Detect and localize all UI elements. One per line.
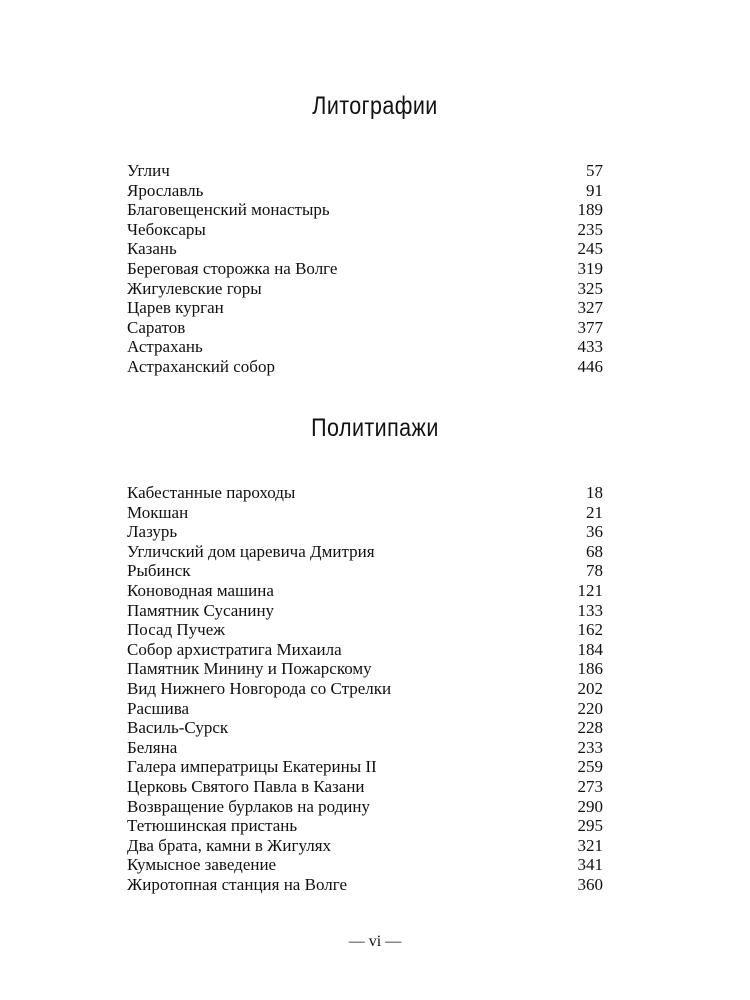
toc-entry-page-number: 228 xyxy=(577,718,603,738)
toc-entry-page-number: 235 xyxy=(577,219,603,239)
toc-entry xyxy=(127,279,603,299)
toc-entry-title: Посад Пучеж xyxy=(127,620,226,640)
toc-entry-title: Расшива xyxy=(127,698,190,718)
toc-entry-title: Мокшан xyxy=(127,502,189,522)
section-title-polytypes: Политипажи xyxy=(311,414,439,442)
toc-entry xyxy=(127,679,603,699)
toc-entry-title: Рыбинск xyxy=(127,561,191,581)
toc-entry-title: Галера императрицы Екатерины II xyxy=(127,757,377,777)
toc-entry xyxy=(127,318,603,338)
toc-entry-title: Углич xyxy=(127,161,170,180)
toc-entry-page-number: 57 xyxy=(586,161,603,180)
toc-entry-page-number: 21 xyxy=(586,502,603,522)
toc-entry xyxy=(127,620,603,640)
toc-entry-title: Собор архистратига Михаила xyxy=(127,639,342,659)
toc-entry-page-number: 360 xyxy=(577,874,603,894)
toc-entry-title: Астрахань xyxy=(127,337,203,357)
toc-entry-page-number: 68 xyxy=(586,541,603,561)
toc-entry xyxy=(127,298,603,318)
toc-entry-title: Беляна xyxy=(127,737,178,757)
toc-entry-title: Памятник Сусанину xyxy=(127,600,275,620)
toc-entry-title: Возвращение бурлаков на родину xyxy=(127,796,370,816)
toc-entry xyxy=(127,581,603,601)
toc-entry xyxy=(127,181,603,201)
toc-entry-title: Василь-Сурск xyxy=(127,718,229,738)
toc-entry xyxy=(127,836,603,856)
page-folio: — vi — xyxy=(348,933,402,950)
toc-entry-title: Угличский дом царевича Дмитрия xyxy=(127,541,375,561)
toc-list-polytypes xyxy=(127,483,603,894)
toc-entry-title: Памятник Минину и Пожарскому xyxy=(127,659,372,679)
toc-entry xyxy=(127,640,603,660)
toc-entry-title: Тетюшинская пристань xyxy=(127,816,298,836)
toc-entry xyxy=(127,738,603,758)
toc-entry-title: Саратов xyxy=(127,317,186,337)
section-title-lithographs: Литографии xyxy=(312,92,438,120)
toc-entry-title: Чебоксары xyxy=(127,219,206,239)
toc-entry-title: Ярославль xyxy=(127,180,204,200)
toc-entry xyxy=(127,483,603,503)
toc-entry-page-number: 319 xyxy=(577,258,603,278)
toc-entry-title: Благовещенский монастырь xyxy=(127,200,330,220)
toc-entry-page-number: 325 xyxy=(577,278,603,298)
toc-entry xyxy=(127,200,603,220)
toc-entry xyxy=(127,259,603,279)
toc-entry-title: Жигулевские горы xyxy=(127,278,262,298)
toc-entry-page-number: 295 xyxy=(577,816,603,836)
toc-entry xyxy=(127,239,603,259)
toc-entry-title: Два брата, камни в Жигулях xyxy=(127,835,332,855)
toc-entry-page-number: 220 xyxy=(577,698,603,718)
toc-entry-title: Вид Нижнего Новгорода со Стрелки xyxy=(127,678,392,698)
toc-entry xyxy=(127,659,603,679)
toc-entry-page-number: 184 xyxy=(577,639,603,659)
toc-entry-page-number: 321 xyxy=(577,835,603,855)
toc-entry-page-number: 133 xyxy=(577,600,603,620)
toc-entry xyxy=(127,777,603,797)
toc-entry xyxy=(127,161,603,181)
toc-entry xyxy=(127,875,603,895)
toc-entry-page-number: 233 xyxy=(577,737,603,757)
toc-entry-page-number: 91 xyxy=(586,180,603,200)
toc-entry-title: Лазурь xyxy=(127,522,178,542)
toc-entry-title: Жиротопная станция на Волге xyxy=(127,874,347,894)
toc-entry xyxy=(127,601,603,621)
toc-entry xyxy=(127,561,603,581)
toc-entry-page-number: 433 xyxy=(577,337,603,357)
toc-entry xyxy=(127,699,603,719)
toc-entry-page-number: 290 xyxy=(577,796,603,816)
toc-entry-title: Кумысное заведение xyxy=(127,855,277,875)
toc-entry xyxy=(127,220,603,240)
toc-entry xyxy=(127,357,603,377)
toc-entry xyxy=(127,797,603,817)
toc-entry-page-number: 327 xyxy=(577,298,603,318)
toc-entry-page-number: 189 xyxy=(577,200,603,220)
toc-entry-title: Казань xyxy=(127,239,177,259)
toc-entry xyxy=(127,337,603,357)
toc-entry-page-number: 341 xyxy=(577,855,603,875)
toc-entry-title: Астраханский собор xyxy=(127,356,275,376)
toc-entry-page-number: 18 xyxy=(586,483,603,502)
toc-entry xyxy=(127,855,603,875)
toc-entry xyxy=(127,757,603,777)
toc-entry-page-number: 377 xyxy=(577,317,603,337)
toc-list-lithographs xyxy=(127,161,603,377)
toc-entry xyxy=(127,503,603,523)
toc-entry-page-number: 273 xyxy=(577,776,603,796)
toc-entry-title: Коноводная машина xyxy=(127,580,274,600)
toc-entry-page-number: 245 xyxy=(577,239,603,259)
toc-entry-page-number: 78 xyxy=(586,561,603,581)
toc-entry xyxy=(127,816,603,836)
toc-entry xyxy=(127,522,603,542)
toc-entry-page-number: 259 xyxy=(577,757,603,777)
toc-entry xyxy=(127,542,603,562)
toc-entry-title: Церковь Святого Павла в Казани xyxy=(127,776,365,796)
toc-entry-page-number: 202 xyxy=(577,678,603,698)
toc-entry-page-number: 36 xyxy=(586,522,603,542)
toc-entry-page-number: 162 xyxy=(577,620,603,640)
toc-entry-page-number: 186 xyxy=(577,659,603,679)
toc-entry-title: Царев курган xyxy=(127,298,224,318)
toc-entry xyxy=(127,718,603,738)
toc-entry-title: Береговая сторожка на Волге xyxy=(127,258,338,278)
toc-entry-page-number: 121 xyxy=(577,580,603,600)
toc-entry-title: Кабестанные пароходы xyxy=(127,483,296,502)
toc-entry-page-number: 446 xyxy=(577,356,603,376)
